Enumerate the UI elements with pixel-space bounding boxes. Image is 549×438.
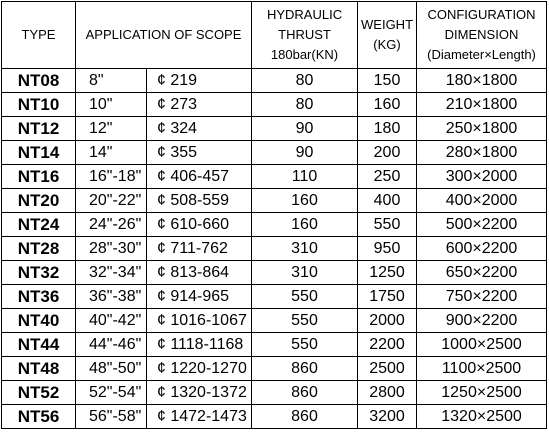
diameter-cell: ¢ 1320-1372 — [147, 381, 252, 405]
weight-cell: 160 — [358, 93, 417, 117]
weight-cell: 200 — [358, 141, 417, 165]
thrust-cell: 860 — [252, 381, 358, 405]
table-row — [2, 189, 547, 213]
diameter-cell: ¢ 813-864 — [147, 261, 252, 285]
weight-cell: 2200 — [358, 333, 417, 357]
dimension-cell: 250×1800 — [417, 117, 547, 141]
thrust-cell: 310 — [252, 237, 358, 261]
size-cell: 20"-22" — [76, 189, 147, 213]
type-cell: NT56 — [2, 405, 76, 429]
header-config-line: (Diameter×Length) — [427, 47, 536, 62]
table-row — [2, 213, 547, 237]
dimension-cell: 1100×2500 — [417, 357, 547, 381]
header-type: TYPE — [2, 2, 76, 69]
weight-cell: 400 — [358, 189, 417, 213]
weight-cell: 2800 — [358, 381, 417, 405]
dimension-cell: 900×2200 — [417, 309, 547, 333]
weight-cell: 2000 — [358, 309, 417, 333]
specification-table — [1, 1, 547, 429]
weight-cell: 150 — [358, 69, 417, 93]
size-cell: 28"-30" — [76, 237, 147, 261]
size-cell: 12" — [76, 117, 147, 141]
diameter-cell: ¢ 324 — [147, 117, 252, 141]
header-thrust-line: HYDRAULIC — [266, 7, 343, 22]
table-row — [2, 309, 547, 333]
type-cell: NT20 — [2, 189, 76, 213]
type-cell: NT28 — [2, 237, 76, 261]
header-configuration-dimension — [417, 2, 547, 69]
table-row — [2, 285, 547, 309]
thrust-cell: 160 — [252, 213, 358, 237]
weight-cell: 950 — [358, 237, 417, 261]
size-cell: 48"-50" — [76, 357, 147, 381]
header-config-line: CONFIGURATION — [427, 7, 536, 22]
dimension-cell: 180×1800 — [417, 69, 547, 93]
header-config-line: DIMENSION — [444, 27, 519, 42]
thrust-cell: 110 — [252, 165, 358, 189]
weight-cell: 1750 — [358, 285, 417, 309]
size-cell: 40"-42" — [76, 309, 147, 333]
table-row — [2, 117, 547, 141]
type-cell: NT08 — [2, 69, 76, 93]
size-cell: 44"-46" — [76, 333, 147, 357]
diameter-cell: ¢ 610-660 — [147, 213, 252, 237]
type-cell: NT24 — [2, 213, 76, 237]
dimension-cell: 600×2200 — [417, 237, 547, 261]
thrust-cell: 160 — [252, 189, 358, 213]
thrust-cell: 550 — [252, 333, 358, 357]
dimension-cell: 1000×2500 — [417, 333, 547, 357]
type-cell: NT16 — [2, 165, 76, 189]
weight-cell: 3200 — [358, 405, 417, 429]
header-thrust-line: 180bar(KN) — [270, 47, 339, 62]
header-weight-line: WEIGHT — [361, 17, 414, 32]
weight-cell: 2500 — [358, 357, 417, 381]
diameter-cell: ¢ 355 — [147, 141, 252, 165]
dimension-cell: 300×2000 — [417, 165, 547, 189]
header-hydraulic-thrust — [252, 2, 358, 69]
type-cell: NT32 — [2, 261, 76, 285]
type-cell: NT44 — [2, 333, 76, 357]
table-row — [2, 333, 547, 357]
dimension-cell: 1250×2500 — [417, 381, 547, 405]
table-row — [2, 141, 547, 165]
dimension-cell: 280×1800 — [417, 141, 547, 165]
table-row — [2, 165, 547, 189]
table-body — [2, 2, 547, 429]
diameter-cell: ¢ 273 — [147, 93, 252, 117]
diameter-cell: ¢ 711-762 — [147, 237, 252, 261]
type-cell: NT48 — [2, 357, 76, 381]
dimension-cell: 1320×2500 — [417, 405, 547, 429]
header-row — [2, 2, 547, 69]
table-row — [2, 237, 547, 261]
table-row — [2, 381, 547, 405]
weight-cell: 180 — [358, 117, 417, 141]
type-cell: NT10 — [2, 93, 76, 117]
table-row — [2, 69, 547, 93]
size-cell: 56"-58" — [76, 405, 147, 429]
size-cell: 36"-38" — [76, 285, 147, 309]
size-cell: 14" — [76, 141, 147, 165]
dimension-cell: 400×2000 — [417, 189, 547, 213]
size-cell: 16"-18" — [76, 165, 147, 189]
size-cell: 8" — [76, 69, 147, 93]
weight-cell: 1250 — [358, 261, 417, 285]
thrust-cell: 80 — [252, 69, 358, 93]
weight-cell: 550 — [358, 213, 417, 237]
size-cell: 24"-26" — [76, 213, 147, 237]
thrust-cell: 80 — [252, 93, 358, 117]
diameter-cell: ¢ 1472-1473 — [147, 405, 252, 429]
thrust-cell: 550 — [252, 309, 358, 333]
diameter-cell: ¢ 1016-1067 — [147, 309, 252, 333]
size-cell: 10" — [76, 93, 147, 117]
header-weight — [358, 2, 417, 69]
thrust-cell: 310 — [252, 261, 358, 285]
dimension-cell: 750×2200 — [417, 285, 547, 309]
table-row — [2, 261, 547, 285]
header-application-of-scope: APPLICATION OF SCOPE — [76, 2, 252, 69]
type-cell: NT14 — [2, 141, 76, 165]
diameter-cell: ¢ 1220-1270 — [147, 357, 252, 381]
type-cell: NT36 — [2, 285, 76, 309]
thrust-cell: 90 — [252, 117, 358, 141]
thrust-cell: 860 — [252, 405, 358, 429]
type-cell: NT40 — [2, 309, 76, 333]
dimension-cell: 650×2200 — [417, 261, 547, 285]
diameter-cell: ¢ 914-965 — [147, 285, 252, 309]
diameter-cell: ¢ 219 — [147, 69, 252, 93]
header-thrust-line: THRUST — [278, 27, 331, 42]
diameter-cell: ¢ 508-559 — [147, 189, 252, 213]
thrust-cell: 550 — [252, 285, 358, 309]
type-cell: NT52 — [2, 381, 76, 405]
table-row — [2, 357, 547, 381]
weight-cell: 250 — [358, 165, 417, 189]
table-row — [2, 93, 547, 117]
table-row — [2, 405, 547, 429]
diameter-cell: ¢ 1118-1168 — [147, 333, 252, 357]
dimension-cell: 210×1800 — [417, 93, 547, 117]
dimension-cell: 500×2200 — [417, 213, 547, 237]
thrust-cell: 90 — [252, 141, 358, 165]
type-cell: NT12 — [2, 117, 76, 141]
diameter-cell: ¢ 406-457 — [147, 165, 252, 189]
size-cell: 32"-34" — [76, 261, 147, 285]
thrust-cell: 860 — [252, 357, 358, 381]
size-cell: 52"-54" — [76, 381, 147, 405]
header-weight-line: (KG) — [373, 37, 401, 52]
